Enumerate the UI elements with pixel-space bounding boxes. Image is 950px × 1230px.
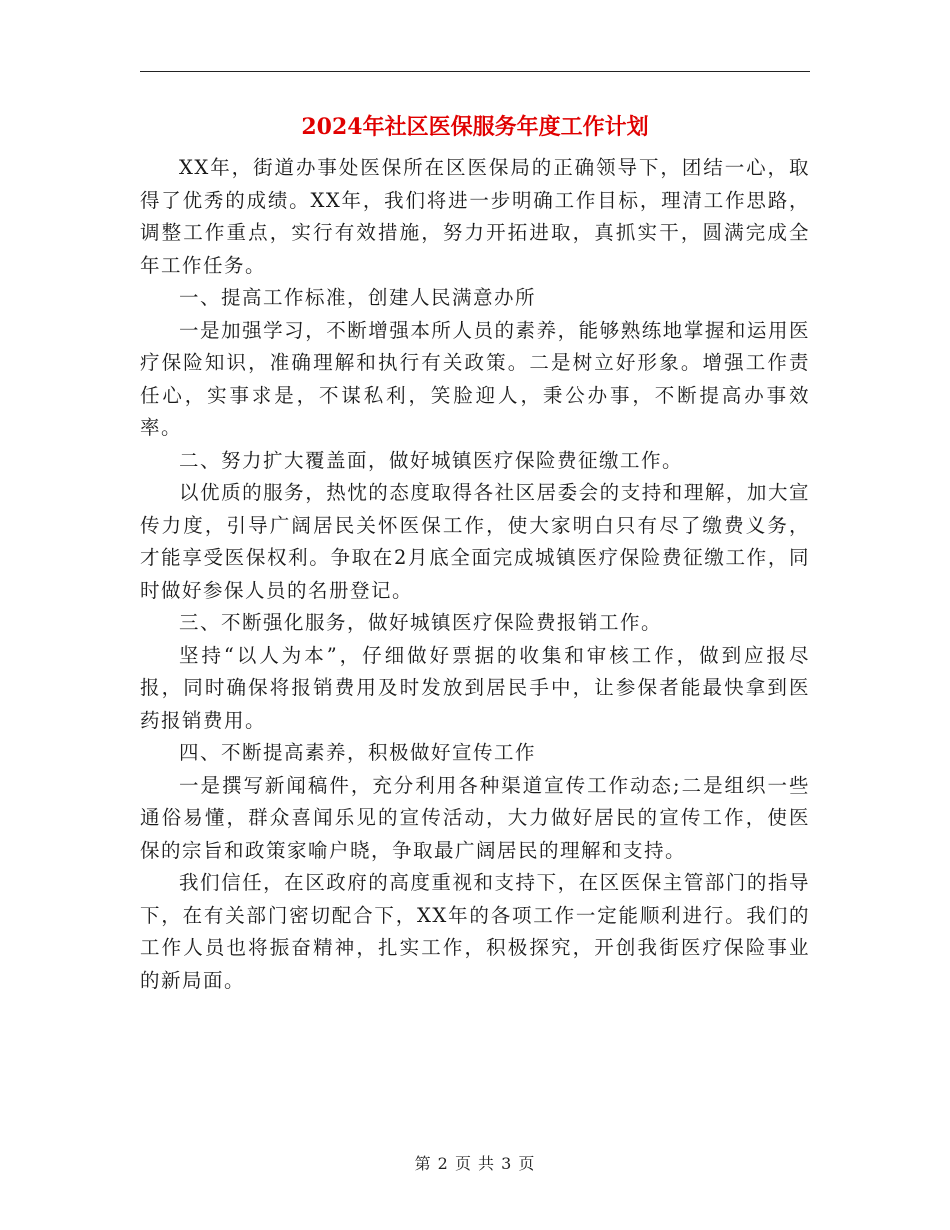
document-title: 2024年社区医保服务年度工作计划	[301, 114, 649, 140]
section-heading-3: 三、不断强化服务，做好城镇医疗保险费报销工作。	[179, 611, 663, 634]
paragraph-conclusion: 我们信任，在区政府的高度重视和支持下，在区医保主管部门的指导下，在有关部门密切配合下，XX年的各项工作一定能顺利进行。我们的工作人员也将振奋精神，扎实工作，积极探究，开创我街医疗保险事业的新局面。	[140, 871, 810, 992]
section-heading-1: 一、提高工作标准，创建人民满意办所	[179, 286, 537, 309]
paragraph-section-1: 一是加强学习，不断增强本所人员的素养，能够熟练地掌握和运用医疗保险知识，准确理解和执行有关政策。二是树立好形象。增强工作责任心，实事求是，不谋私利，笑脸迎人，秉公办事，不断提高办事效率。	[140, 318, 810, 439]
section-heading-2: 二、努力扩大覆盖面，做好城镇医疗保险费征缴工作。	[179, 448, 684, 472]
header-rule	[140, 71, 810, 72]
paragraph-intro: XX年，街道办事处医保所在区医保局的正确领导下，团结一心，取得了优秀的成绩。XX年，我们将进一步明确工作目标，理清工作思路，调整工作重点，实行有效措施，努力开拓进取，真抓实干，圆满完成全年工作任务。	[140, 156, 810, 277]
page-number: 第 2 页 共 3 页	[414, 1154, 536, 1173]
paragraph-section-4: 一是撰写新闻稿件，充分利用各种渠道宣传工作动态;二是组织一些通俗易懂，群众喜闻乐见的宣传活动，大力做好居民的宣传工作，使医保的宗旨和政策家喻户晓，争取最广阔居民的理解和支持。	[140, 773, 810, 862]
document-body	[140, 152, 810, 997]
section-heading-4: 四、不断提高素养，积极做好宣传工作	[179, 741, 537, 764]
paragraph-section-2: 以优质的服务，热忱的态度取得各社区居委会的支持和理解，加大宣传力度，引导广阔居民关怀医保工作，使大家明白只有尽了缴费义务，才能享受医保权利。争取在2月底全面完成城镇医疗保险费征缴工作，同时做好参保人员的名册登记。	[140, 481, 810, 602]
paragraph-section-3: 坚持“以人为本”，仔细做好票据的收集和审核工作，做到应报尽报，同时确保将报销费用及时发放到居民手中，让参保者能最快拿到医药报销费用。	[140, 643, 810, 732]
